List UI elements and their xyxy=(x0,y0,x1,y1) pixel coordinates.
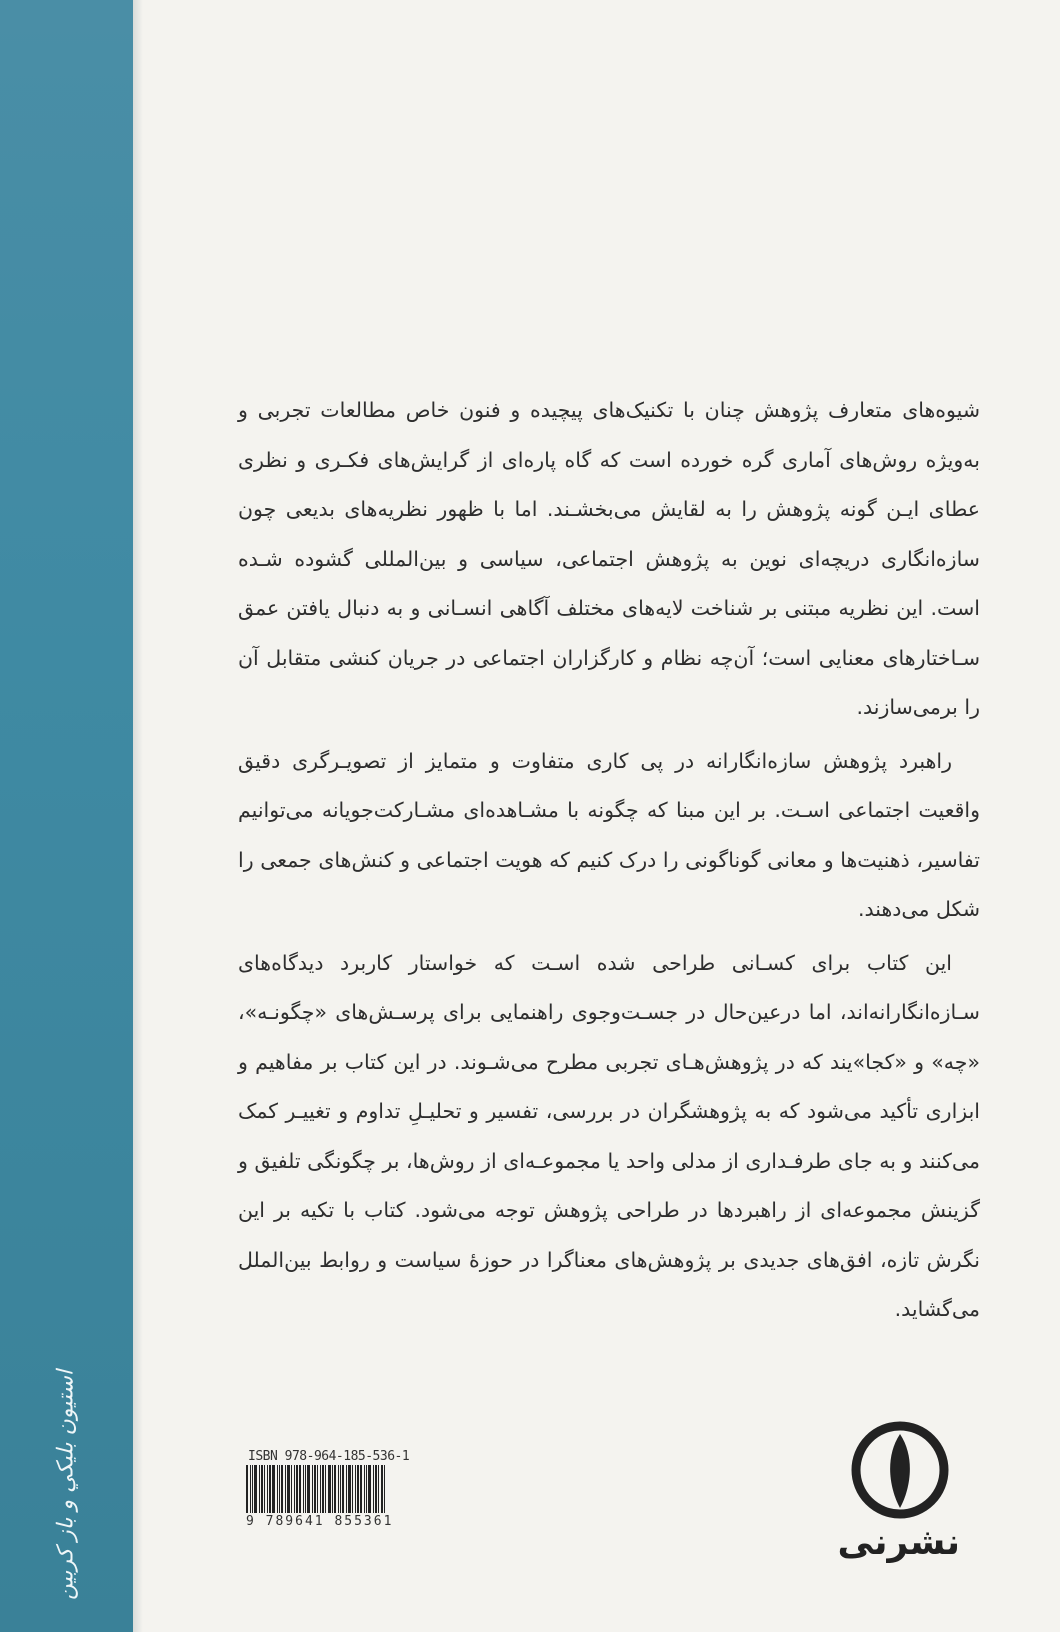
barcode-bar xyxy=(281,1465,283,1513)
barcode-bar xyxy=(291,1465,292,1513)
barcode-bar xyxy=(261,1465,263,1513)
barcode-bar xyxy=(325,1465,326,1513)
barcode-bar xyxy=(364,1465,365,1513)
barcode-bar xyxy=(373,1465,374,1513)
barcode-bar xyxy=(375,1465,377,1513)
barcode-bar xyxy=(342,1465,344,1513)
barcode-bar xyxy=(338,1465,339,1513)
blurb-paragraph-3: این کتاب برای کسـانی طراحی شده اسـت که خواستار کاربرد دیدگاه‌های سـازه‌انگارانه‌اند، اما درعین‌حال در جسـت‌وجوی راهنمایی برای پرسـش‌های «چگونـه»، «چه» و «کجا»یند که در پژوهش‌هـای تجربی مطرح می‌شـوند. در این کتاب بر مفاهیم و ابزاری تأکید می‌شود که به پژوهشگران در بررسی، تفسیر و تحلیـلِ تداوم و تغییـر کمک می‌کنند و به جای طرفـداری از مدلی واحد یا مجموعـه‌ای از روش‌ها، بر چگونگی تلفیق و گزینش مجموعه‌ای از راهبردها در طراحی پژوهش توجه می‌شود. کتاب با تکیه بر این نگرش تازه، افق‌های جدیدی بر پژوهش‌های معناگرا در حوزهٔ سیاست و روابط بین‌الملل می‌گشاید. xyxy=(238,950,980,1321)
barcode-bar xyxy=(259,1465,260,1513)
barcode-bar xyxy=(355,1465,356,1513)
barcode-bar xyxy=(348,1465,351,1513)
barcode xyxy=(246,1465,398,1513)
barcode-bar xyxy=(279,1465,280,1513)
barcode-bar xyxy=(360,1465,362,1513)
barcode-bar xyxy=(346,1465,347,1513)
barcode-bar xyxy=(322,1465,324,1513)
barcode-bar xyxy=(285,1465,286,1513)
barcode-bar xyxy=(384,1465,385,1513)
page-edge xyxy=(133,0,143,1632)
barcode-bar xyxy=(246,1465,248,1513)
barcode-bar xyxy=(296,1465,298,1513)
barcode-bar xyxy=(381,1465,383,1513)
barcode-bar xyxy=(378,1465,379,1513)
blurb-paragraph-1: شیوه‌های متعارف پژوهش چنان با تکنیک‌های پیچیده و فنون خاص مطالعات تجربی و به‌ویژه روش‌های آماری گره خورده است که گاه پاره‌ای از گرایش‌های فکـری و نظری عطای ایـن گونه پژوهش را به لقایش می‌بخشـند. اما با ظهور نظریه‌های بدیعی چون سازه‌انگاری دریچه‌ای نوین به پژوهش اجتماعی، سیاسی و بین‌المللی گشوده شـده است. این نظریه مبتنی بر شناخت لایه‌های مختلف آگاهی انسـانی و به دنبال یافتن عمق سـاختارهای معنایی است؛ آن‌چه نظام و کارگزاران اجتماعی در جریان کنشی متقابل آن را برمی‌سازند. xyxy=(238,398,980,719)
barcode-bar xyxy=(267,1465,268,1513)
barcode-bar xyxy=(294,1465,295,1513)
barcode-bar xyxy=(357,1465,359,1513)
barcode-bar xyxy=(272,1465,275,1513)
barcode-bar xyxy=(252,1465,253,1513)
barcode-bar xyxy=(299,1465,301,1513)
barcode-bar xyxy=(269,1465,271,1513)
barcode-bar xyxy=(287,1465,290,1513)
barcode-bar xyxy=(317,1465,318,1513)
barcode-bar xyxy=(328,1465,331,1513)
isbn-label: ISBN 978-964-185-536-1 xyxy=(248,1449,410,1464)
barcode-bar xyxy=(352,1465,353,1513)
barcode-digits: 9 789641 855361 xyxy=(246,1514,394,1529)
barcode-bar xyxy=(305,1465,306,1513)
barcode-bar xyxy=(254,1465,257,1513)
barcode-bar xyxy=(314,1465,316,1513)
barcode-bar xyxy=(303,1465,304,1513)
spine-signature: اﺳﺘﻴﻮن ﺑﻠﻴﻜﻲ و ﺑﺎز ﻛﺮﺑﻴﻦ xyxy=(53,1369,79,1601)
barcode-bar xyxy=(277,1465,278,1513)
barcode-bar xyxy=(264,1465,265,1513)
publisher-name: نشرنی xyxy=(837,1522,960,1563)
nashr-ney-logo-icon xyxy=(840,1420,960,1520)
barcode-bar xyxy=(332,1465,333,1513)
barcode-bar xyxy=(320,1465,321,1513)
book-spine xyxy=(0,0,133,1632)
barcode-bar xyxy=(312,1465,313,1513)
barcode-bar xyxy=(368,1465,371,1513)
barcode-bar xyxy=(366,1465,367,1513)
barcode-bar xyxy=(334,1465,336,1513)
back-cover-blurb xyxy=(238,386,980,1339)
barcode-bar xyxy=(250,1465,251,1513)
blurb-paragraph-2: راهبرد پژوهش سازه‌انگارانه در پی کاری متفاوت و متمایز از تصویـرگری دقیق واقعیت اجتماعی اسـت. بر این مبنا که چگونه با مشـاهده‌ای مشـارکت‌جویانه می‌توانیم تفاسیر، ذهنیت‌ها و معانی گوناگونی را درک کنیم که هویت اجتماعی و کنش‌های جمعی را شکل می‌دهند. xyxy=(238,748,980,921)
barcode-bar xyxy=(340,1465,341,1513)
barcode-bar xyxy=(307,1465,310,1513)
